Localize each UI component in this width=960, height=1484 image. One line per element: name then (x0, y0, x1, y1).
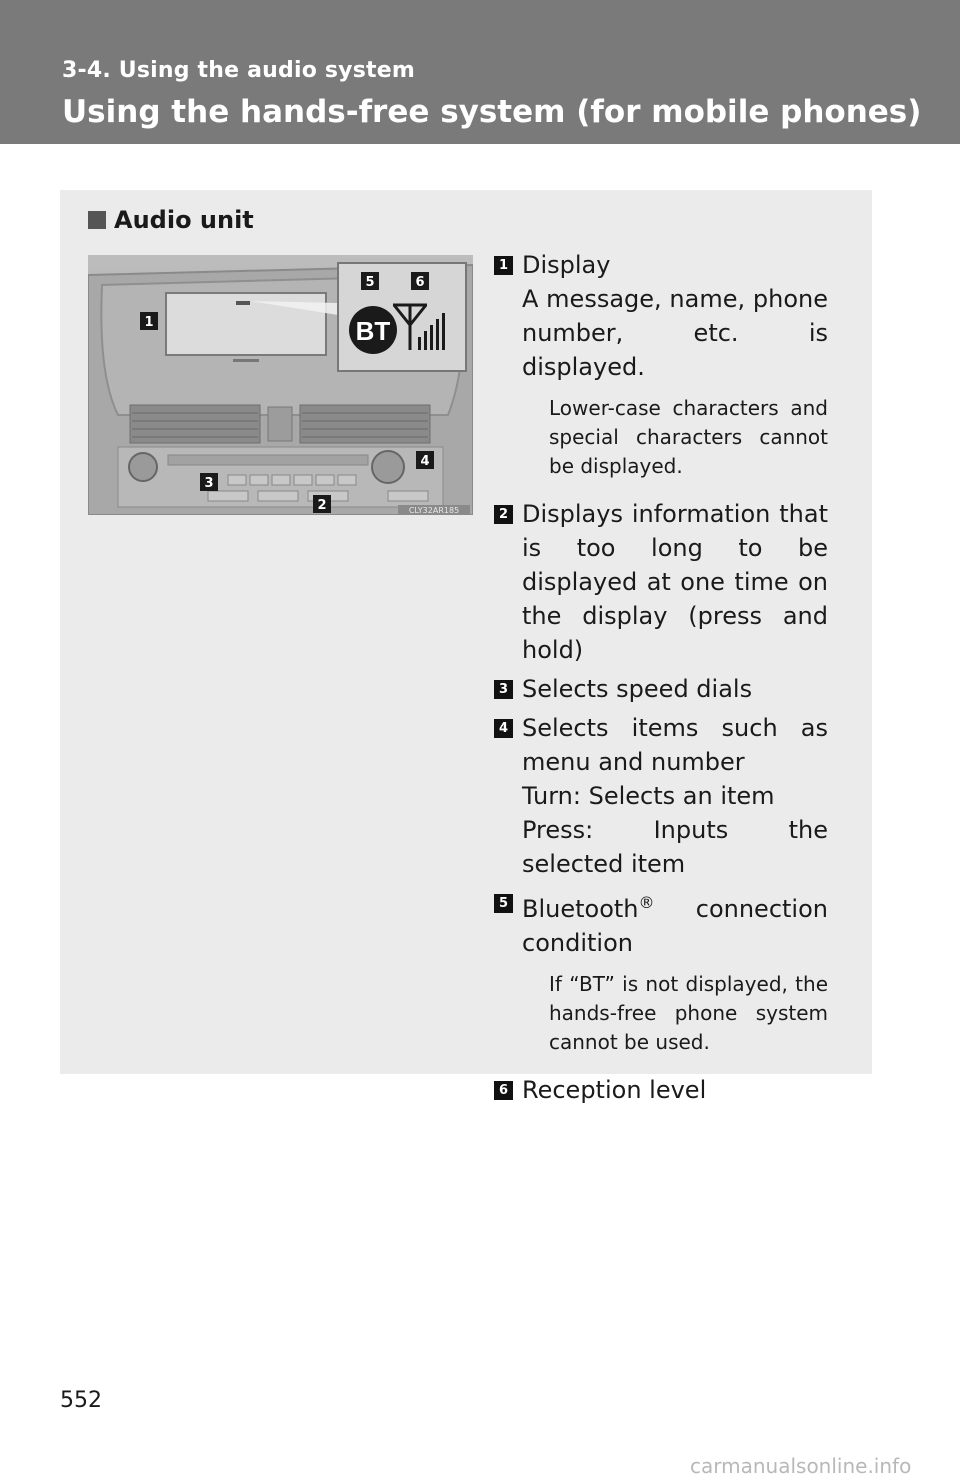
callout-6-label: 6 (415, 275, 425, 290)
callout-2-label: 2 (317, 498, 327, 513)
square-bullet-icon (88, 211, 106, 229)
figure-code: CLY32AR185 (408, 506, 460, 515)
content-panel (60, 190, 872, 1104)
list-item (492, 886, 828, 960)
item-text-after: connection condition (522, 895, 828, 957)
callout-descriptions (492, 248, 828, 1112)
list-item (492, 711, 828, 881)
number-badge: 5 (494, 894, 513, 913)
breadcrumb: 3-4. Using the audio system (62, 58, 415, 83)
number-badge: 1 (494, 256, 513, 275)
list-item (492, 248, 828, 384)
page-number: 552 (60, 1388, 102, 1413)
item-text: Selects speed dials (522, 675, 753, 703)
list-item (492, 1073, 828, 1107)
chapter-header (0, 0, 960, 144)
watermark: carmanualsonline.info (690, 1454, 912, 1478)
item-text: Displays information that is too long to be displayed at one time on the display (press and hold) (522, 500, 828, 664)
item-note: Lower-case characters and special characters cannot be displayed. (549, 396, 828, 478)
callout-3-label: 3 (204, 476, 214, 491)
item-press-text: Press: Inputs the selected item (522, 816, 828, 878)
number-badge: 3 (494, 680, 513, 699)
item-text: Selects items such as menu and number (522, 714, 828, 776)
item-text: A message, name, phone number, etc. is displayed. (522, 285, 828, 381)
registered-mark: ® (638, 893, 655, 912)
number-badge: 4 (494, 719, 513, 738)
section-heading-label: Audio unit (114, 206, 254, 234)
bt-icon-label: BT (355, 316, 391, 346)
list-item (492, 672, 828, 706)
item-text: Reception level (522, 1076, 707, 1104)
callout-1-label: 1 (144, 315, 154, 330)
number-badge: 2 (494, 505, 513, 524)
list-item (492, 497, 828, 667)
item-note: If “BT” is not displayed, the hands-free phone system cannot be used. (549, 972, 828, 1054)
audio-unit-illustration (88, 255, 473, 515)
callout-4-label: 4 (420, 454, 430, 469)
number-badge: 6 (494, 1081, 513, 1100)
callout-5-label: 5 (365, 275, 375, 290)
item-text: Bluetooth (522, 895, 639, 923)
page-title: Using the hands-free system (for mobile phones) (62, 94, 922, 130)
section-heading (88, 206, 254, 234)
item-turn-text: Turn: Selects an item (522, 782, 775, 810)
item-title: Display (522, 251, 611, 279)
